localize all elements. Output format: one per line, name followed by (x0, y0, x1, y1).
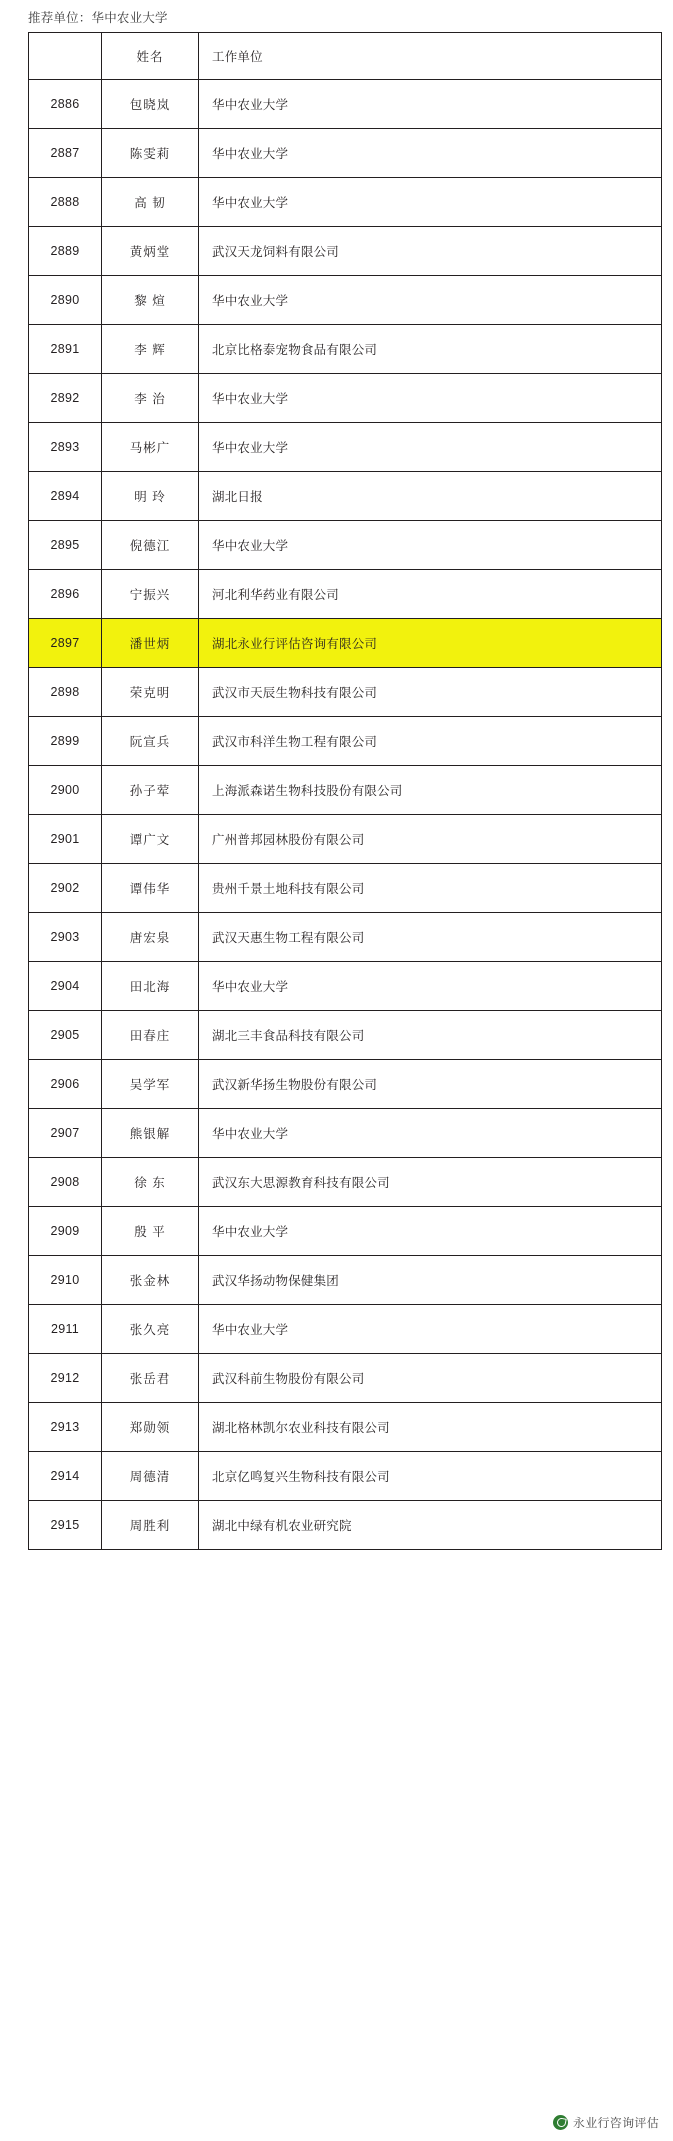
cell-name: 周德清 (102, 1452, 199, 1501)
cell-organization: 武汉天惠生物工程有限公司 (199, 913, 662, 962)
cell-id: 2897 (29, 619, 102, 668)
watermark-label: 永业行咨询评估 (572, 2116, 659, 2130)
cell-id: 2899 (29, 717, 102, 766)
cell-id: 2915 (29, 1501, 102, 1550)
cell-id: 2886 (29, 80, 102, 129)
cell-organization: 北京比格泰宠物食品有限公司 (199, 325, 662, 374)
table-row (29, 374, 662, 423)
cell-organization: 湖北永业行评估咨询有限公司 (199, 619, 662, 668)
cell-name: 吴学军 (102, 1060, 199, 1109)
cell-name: 倪德江 (102, 521, 199, 570)
cell-name: 潘世炳 (102, 619, 199, 668)
cell-name: 孙子荤 (102, 766, 199, 815)
table-row (29, 1060, 662, 1109)
cell-id: 2910 (29, 1256, 102, 1305)
table-row (29, 668, 662, 717)
cell-id: 2909 (29, 1207, 102, 1256)
table-row (29, 129, 662, 178)
cell-name: 徐 东 (102, 1158, 199, 1207)
cell-id: 2905 (29, 1011, 102, 1060)
table-row (29, 276, 662, 325)
cell-name: 张岳君 (102, 1354, 199, 1403)
cell-name: 黎 煊 (102, 276, 199, 325)
cell-id: 2894 (29, 472, 102, 521)
cell-name: 宁振兴 (102, 570, 199, 619)
table-row (29, 1256, 662, 1305)
header-cell-name: 姓名 (102, 33, 199, 80)
cell-organization: 华中农业大学 (199, 374, 662, 423)
cell-organization: 武汉市科洋生物工程有限公司 (199, 717, 662, 766)
cell-id: 2908 (29, 1158, 102, 1207)
cell-id: 2901 (29, 815, 102, 864)
cell-organization: 华中农业大学 (199, 1207, 662, 1256)
recommending-unit-line: 推荐单位：华中农业大学 (28, 11, 168, 25)
cell-id: 2913 (29, 1403, 102, 1452)
table-header-row (29, 33, 662, 80)
cell-name: 熊银解 (102, 1109, 199, 1158)
cell-organization: 广州普邦园林股份有限公司 (199, 815, 662, 864)
cell-name: 谭广文 (102, 815, 199, 864)
table-row (29, 815, 662, 864)
cell-name: 唐宏泉 (102, 913, 199, 962)
cell-name: 包晓岚 (102, 80, 199, 129)
cell-organization: 武汉天龙饲料有限公司 (199, 227, 662, 276)
cell-id: 2887 (29, 129, 102, 178)
cell-organization: 湖北日报 (199, 472, 662, 521)
cell-name: 荣克明 (102, 668, 199, 717)
cell-organization: 武汉东大思源教育科技有限公司 (199, 1158, 662, 1207)
table-row (29, 521, 662, 570)
header-cell-organization: 工作单位 (199, 33, 662, 80)
cell-organization: 湖北格林凯尔农业科技有限公司 (199, 1403, 662, 1452)
roster-table (28, 32, 662, 1550)
table-row (29, 570, 662, 619)
table-row (29, 1011, 662, 1060)
table-row (29, 766, 662, 815)
cell-organization: 华中农业大学 (199, 80, 662, 129)
cell-name: 李 治 (102, 374, 199, 423)
table-row (29, 619, 662, 668)
cell-id: 2902 (29, 864, 102, 913)
cell-name: 阮宣兵 (102, 717, 199, 766)
leaf-logo-icon (553, 2115, 568, 2130)
cell-id: 2907 (29, 1109, 102, 1158)
cell-organization: 武汉新华扬生物股份有限公司 (199, 1060, 662, 1109)
cell-organization: 华中农业大学 (199, 129, 662, 178)
cell-id: 2890 (29, 276, 102, 325)
cell-organization: 华中农业大学 (199, 276, 662, 325)
cell-organization: 武汉市天辰生物科技有限公司 (199, 668, 662, 717)
table-row (29, 913, 662, 962)
cell-organization: 武汉科前生物股份有限公司 (199, 1354, 662, 1403)
cell-id: 2904 (29, 962, 102, 1011)
table-row (29, 1305, 662, 1354)
cell-name: 马彬广 (102, 423, 199, 472)
cell-organization: 河北利华药业有限公司 (199, 570, 662, 619)
table-row (29, 472, 662, 521)
cell-id: 2900 (29, 766, 102, 815)
table-row (29, 1207, 662, 1256)
cell-id: 2896 (29, 570, 102, 619)
table-row (29, 227, 662, 276)
cell-id: 2912 (29, 1354, 102, 1403)
cell-name: 陈雯莉 (102, 129, 199, 178)
watermark (553, 2114, 659, 2131)
cell-organization: 武汉华扬动物保健集团 (199, 1256, 662, 1305)
table-row (29, 325, 662, 374)
cell-organization: 华中农业大学 (199, 962, 662, 1011)
table-row (29, 1403, 662, 1452)
table-row (29, 962, 662, 1011)
cell-name: 周胜利 (102, 1501, 199, 1550)
cell-id: 2906 (29, 1060, 102, 1109)
cell-name: 黄炳堂 (102, 227, 199, 276)
cell-organization: 华中农业大学 (199, 423, 662, 472)
cell-id: 2903 (29, 913, 102, 962)
table-row (29, 1501, 662, 1550)
cell-name: 张金林 (102, 1256, 199, 1305)
cell-id: 2888 (29, 178, 102, 227)
cell-organization: 湖北中绿有机农业研究院 (199, 1501, 662, 1550)
cell-id: 2892 (29, 374, 102, 423)
roster-table-body (29, 33, 662, 1550)
table-row (29, 80, 662, 129)
cell-organization: 北京亿鸣复兴生物科技有限公司 (199, 1452, 662, 1501)
cell-id: 2914 (29, 1452, 102, 1501)
table-row (29, 1452, 662, 1501)
cell-organization: 上海派森诺生物科技股份有限公司 (199, 766, 662, 815)
cell-organization: 华中农业大学 (199, 521, 662, 570)
table-row (29, 717, 662, 766)
table-row (29, 1158, 662, 1207)
cell-organization: 华中农业大学 (199, 178, 662, 227)
table-row (29, 423, 662, 472)
cell-name: 李 辉 (102, 325, 199, 374)
table-row (29, 1109, 662, 1158)
cell-organization: 湖北三丰食品科技有限公司 (199, 1011, 662, 1060)
cell-organization: 华中农业大学 (199, 1305, 662, 1354)
cell-name: 郑勋领 (102, 1403, 199, 1452)
cell-id: 2893 (29, 423, 102, 472)
cell-id: 2891 (29, 325, 102, 374)
cell-name: 高 韧 (102, 178, 199, 227)
cell-id: 2898 (29, 668, 102, 717)
cell-organization: 华中农业大学 (199, 1109, 662, 1158)
cell-id: 2895 (29, 521, 102, 570)
cell-name: 殷 平 (102, 1207, 199, 1256)
cell-id: 2911 (29, 1305, 102, 1354)
cell-organization: 贵州千景土地科技有限公司 (199, 864, 662, 913)
cell-name: 田北海 (102, 962, 199, 1011)
cell-name: 张久亮 (102, 1305, 199, 1354)
table-row (29, 178, 662, 227)
cell-name: 田春庄 (102, 1011, 199, 1060)
cell-name: 谭伟华 (102, 864, 199, 913)
header-cell-id (29, 33, 102, 80)
cell-id: 2889 (29, 227, 102, 276)
table-row (29, 864, 662, 913)
cell-name: 明 玲 (102, 472, 199, 521)
table-row (29, 1354, 662, 1403)
roster-table-wrapper (0, 32, 673, 1550)
